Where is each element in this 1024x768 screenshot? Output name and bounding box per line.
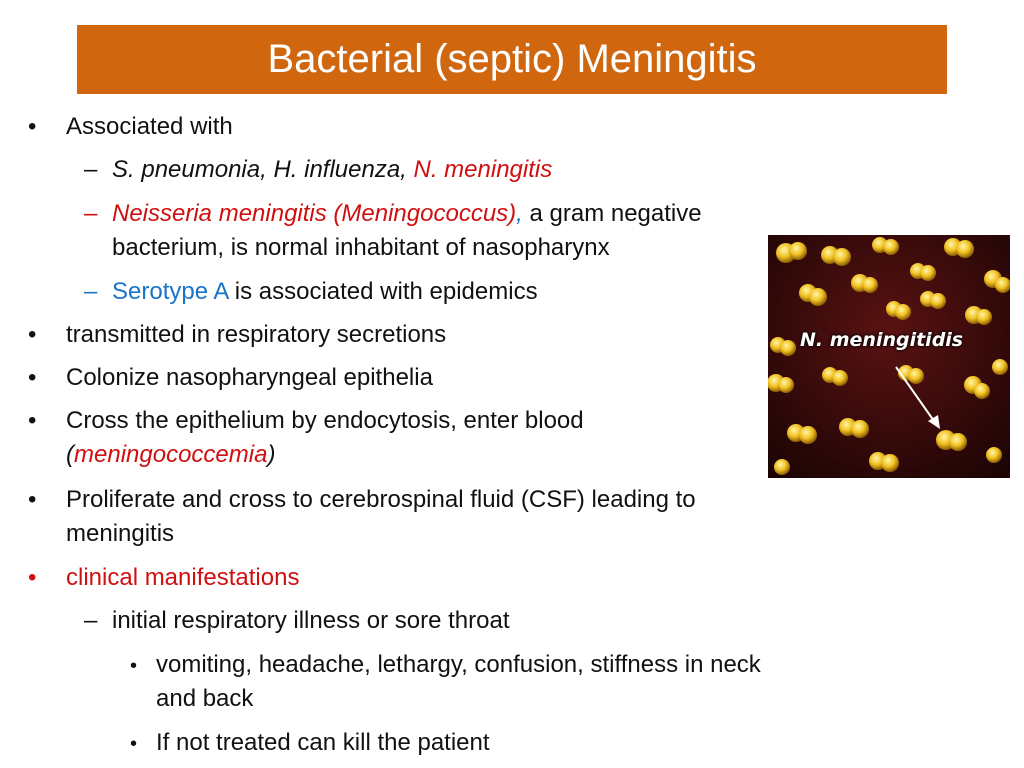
bullet-associated: Associated with	[66, 113, 233, 140]
bullet-proliferate-1: Proliferate and cross to cerebrospinal fluid (CSF) leading to	[66, 486, 696, 513]
paren-open: (	[66, 441, 74, 468]
paren-close: )	[267, 441, 276, 468]
dash-marker: –	[84, 607, 98, 634]
sub-bullet-serotype	[112, 278, 538, 306]
bullet-marker: •	[130, 733, 138, 755]
micrograph-label: N. meningitidis	[800, 329, 964, 351]
neisseria-comma: ,	[516, 200, 523, 227]
bullet-marker: •	[28, 486, 37, 513]
bullet-marker: •	[28, 113, 37, 140]
bullet-proliferate-2: meningitis	[66, 520, 175, 547]
neisseria-highlight: Neisseria meningitis (Meningococcus)	[112, 200, 517, 227]
bullet-cross-1: Cross the epithelium by endocytosis, enter blood	[66, 407, 584, 434]
micrograph-bacteria	[768, 235, 1010, 478]
bullet-marker: •	[28, 407, 37, 434]
bullet-colonize: Colonize nasopharyngeal epithelia	[66, 364, 433, 391]
serotype-text: is associated with epidemics	[234, 278, 538, 305]
sub-bullet-pathogens	[112, 156, 552, 184]
neisseria-text-1: a gram negative	[529, 200, 702, 227]
bullet-marker: •	[28, 364, 37, 391]
sub-sub-bullet-vomiting-1: vomiting, headache, lethargy, confusion, stiffness in neck	[156, 651, 761, 678]
bullet-marker: •	[28, 321, 37, 348]
pathogens-text: S. pneumonia, H. influenza,	[112, 156, 407, 183]
bullet-marker: •	[28, 564, 37, 591]
slide-title: Bacterial (septic) Meningitis	[77, 25, 947, 94]
bullet-clinical: clinical manifestations	[66, 564, 300, 591]
pathogens-highlight: N. meningitis	[413, 156, 553, 183]
bullet-marker: •	[130, 655, 138, 677]
meningococcemia-highlight: meningococcemia	[74, 441, 268, 468]
bullet-transmitted: transmitted in respiratory secretions	[66, 321, 447, 348]
dash-marker: –	[84, 278, 98, 305]
sub-sub-bullet-vomiting-2: and back	[156, 685, 254, 712]
bullet-cross-2	[66, 441, 275, 469]
dash-marker: –	[84, 200, 98, 227]
sub-sub-bullet-not-treated: If not treated can kill the patient	[156, 729, 490, 756]
dash-marker: –	[84, 156, 98, 183]
serotype-highlight: Serotype A	[112, 278, 229, 305]
micrograph-image	[768, 235, 1010, 478]
neisseria-text-2: bacterium, is normal inhabitant of nasopharynx	[112, 234, 610, 261]
sub-bullet-initial: initial respiratory illness or sore throat	[112, 607, 510, 634]
sub-bullet-neisseria	[112, 200, 702, 228]
